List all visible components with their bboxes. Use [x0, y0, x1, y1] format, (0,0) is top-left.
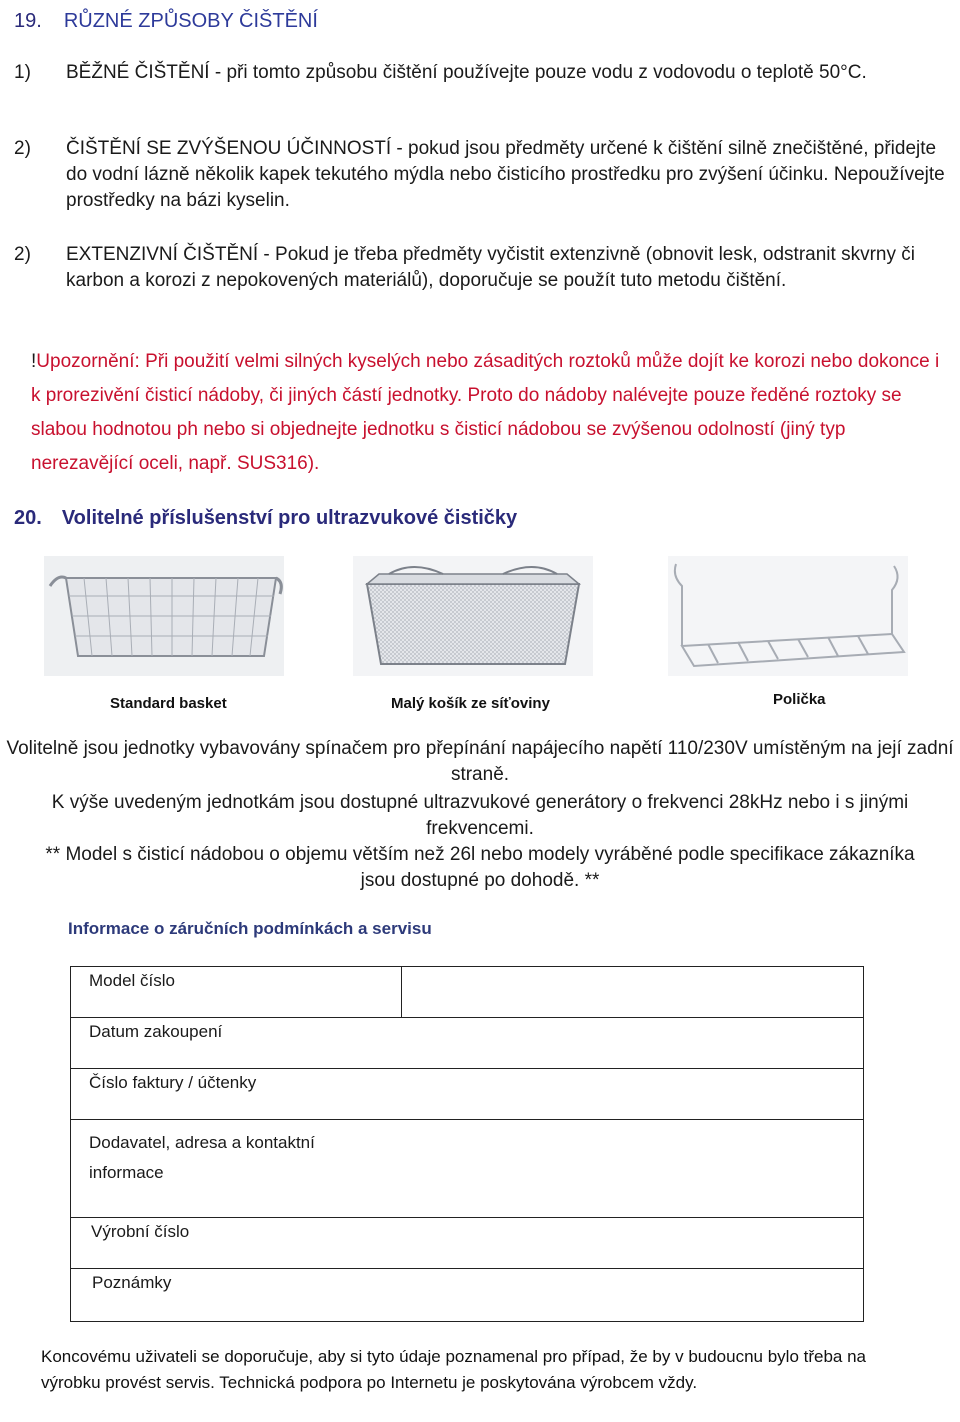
table-row [71, 1218, 864, 1269]
warning-text: Upozornění: Při použití velmi silných kyselých nebo zásaditých roztoků může dojít ke korozi nebo dokonce i k prorezivění čisticí nádoby, či jiných částí jednotky. Proto do nádoby nalévejte pouze ředěné roztoky se slabou hodnotou ph nebo si objednejte jednotku s čisticí nádobou se zvýšenou odolností (jiný typ nerezavějící oceli, např. SUS316). [31, 351, 940, 474]
accessory-caption: Malý košík ze síťoviny [391, 695, 550, 712]
list-item-text: BĚŽNÉ ČIŠTĚNÍ - při tomto způsobu čištění používejte pouze vodu z vodovodu o teplotě 50°C. [66, 62, 867, 83]
section-title: RŮZNÉ ZPŮSOBY ČIŠTĚNÍ [63, 10, 318, 32]
list-item-text: EXTENZIVNÍ ČIŠTĚNÍ - Pokud je třeba předměty vyčistit extenzivně (obnovit lesk, odstranit skvrny či karbon a korozi z nepokovených materiálů), doporučuje se použít tuto metodu čištění. [66, 244, 915, 291]
field-label: Číslo faktury / účtenky [71, 1069, 402, 1120]
standard-basket-image [44, 556, 284, 676]
list-item-number: 2) [14, 138, 31, 159]
list-item-text: ČIŠTĚNÍ SE ZVÝŠENOU ÚČINNOSTÍ - pokud jsou předměty určené k čištění silně znečištěné, přidejte do vodní lázně několik kapek tekutého mýdla nebo čisticího prostředku pro zvýšení účinku. Nepoužívejte prostředky na bázi kyselin. [66, 138, 945, 211]
note-paragraph: ** Model s čisticí nádobou o objemu větším než 26l nebo modely vyráběné podle specifikace zákazníka jsou dostupné po dohodě. ** [45, 844, 915, 891]
accessory-caption: Standard basket [110, 695, 227, 712]
table-row [71, 1269, 864, 1322]
field-value[interactable] [402, 1218, 864, 1269]
table-row [71, 1018, 864, 1069]
list-item [14, 242, 949, 294]
warranty-heading: Informace o záručních podmínkách a servisu [68, 919, 432, 938]
section-title: Volitelné příslušenství pro ultrazvukové čističky [61, 507, 518, 529]
field-label: Model číslo [71, 967, 402, 1018]
section-number: 20. [14, 507, 42, 529]
table-row [71, 1120, 864, 1218]
field-label: Datum zakoupení [71, 1018, 402, 1069]
mesh-basket-image [353, 556, 593, 676]
list-item [14, 60, 949, 86]
shelf-image [668, 556, 908, 676]
list-item [14, 136, 949, 214]
field-label: Dodavatel, adresa a kontaktní informace [71, 1120, 402, 1218]
warning-paragraph [31, 345, 946, 481]
warning-mark: ! [31, 351, 37, 372]
footer-note: Koncovému uživateli se doporučuje, aby si tyto údaje poznamenal pro případ, že by v budoucnu bylo třeba na výrobku provést servis. Technická podpora po Internetu je poskytována výrobcem vždy. [41, 1347, 867, 1392]
section-20-heading [14, 507, 517, 530]
field-value[interactable] [402, 1120, 864, 1218]
note-paragraph: K výše uvedeným jednotkám jsou dostupné ultrazvukové generátory o frekvenci 28kHz nebo i s jinými frekvencemi. [51, 792, 909, 839]
table-row [71, 967, 864, 1018]
field-value[interactable] [402, 1069, 864, 1120]
field-label: Poznámky [71, 1269, 402, 1322]
field-label: Výrobní číslo [71, 1218, 402, 1269]
note-paragraph: Volitelně jsou jednotky vybavovány spínačem pro přepínání napájecího napětí 110/230V umístěným na její zadní straně. [6, 738, 954, 785]
section-19-heading [14, 10, 318, 33]
field-value[interactable] [402, 967, 864, 1018]
list-item-number: 2) [14, 244, 31, 265]
accessory-caption: Polička [773, 691, 826, 708]
field-value[interactable] [402, 1018, 864, 1069]
section-number: 19. [14, 10, 42, 32]
field-value[interactable] [402, 1269, 864, 1322]
warranty-form-table [70, 966, 864, 1322]
table-row [71, 1069, 864, 1120]
list-item-number: 1) [14, 62, 31, 83]
